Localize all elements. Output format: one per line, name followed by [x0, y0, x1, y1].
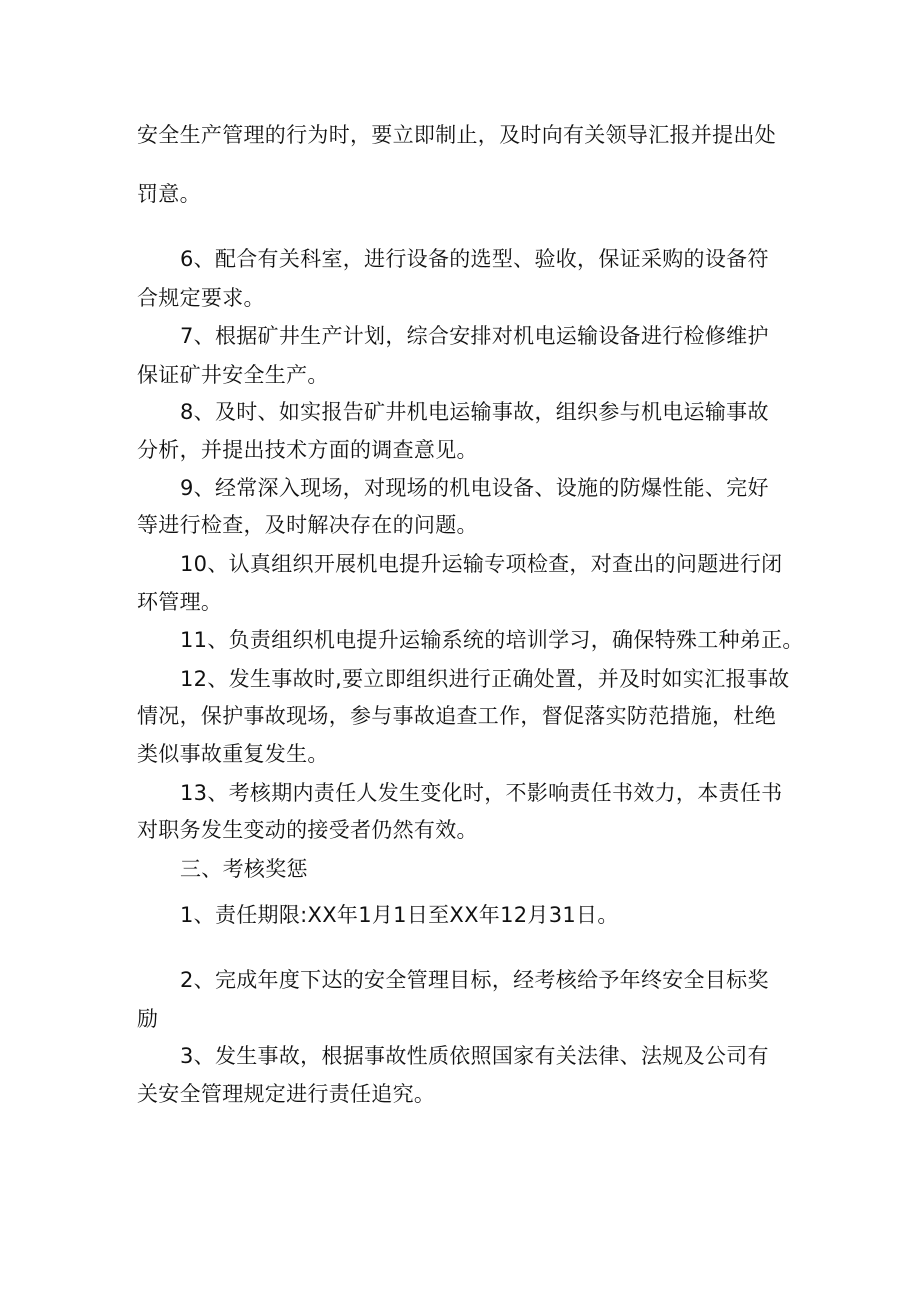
reward-item-3-line-1: 3、发生事故，根据事故性质依照国家有关法律、法规及公司有	[180, 1044, 769, 1068]
reward-item-2-line-1: 2、完成年度下达的安全管理目标，经考核给予年终安全目标奖	[180, 968, 769, 992]
list-item-12-line-1: 12、发生事故时,要立即组织进行正确处置，并及时如实汇报事故	[180, 667, 790, 691]
list-item-10-line-1: 10、认真组织开展机电提升运输专项检查，对查出的问题进行闭	[180, 552, 783, 576]
list-item-12-line-2: 情况，保护事故现场，参与事故追查工作，督促落实防范措施，杜绝	[137, 704, 776, 728]
list-item-9-line-2: 等进行检查，及时解决存在的问题。	[137, 513, 478, 537]
reward-item-3-line-2: 关安全管理规定进行责任追究。	[137, 1082, 436, 1106]
section-heading: 三、考核奖惩	[180, 857, 308, 881]
list-item-13-line-2: 对职务发生变动的接受者仍然有效。	[137, 818, 478, 842]
paragraph-line: 安全生产管理的行为时，要立即制止，及时向有关领导汇报并提出处	[137, 123, 776, 147]
list-item-6-line-1: 6、配合有关科室，进行设备的选型、验收，保证采购的设备符	[180, 247, 769, 271]
list-item-9-line-1: 9、经常深入现场，对现场的机电设备、设施的防爆性能、完好	[180, 476, 769, 500]
paragraph-line: 罚意。	[137, 182, 201, 206]
list-item-10-line-2: 环管理。	[137, 590, 223, 614]
list-item-8-line-1: 8、及时、如实报告矿井机电运输事故，组织参与机电运输事故	[180, 400, 769, 424]
reward-item-1: 1、责任期限:XX年1月1日至XX年12月31日。	[180, 903, 619, 927]
list-item-13-line-1: 13、考核期内责任人发生变化时，不影响责任书效力，本责任书	[180, 781, 783, 805]
reward-item-2-line-2: 励	[137, 1007, 159, 1031]
list-item-8-line-2: 分析，并提出技术方面的调查意见。	[137, 438, 478, 462]
list-item-11: 11、负责组织机电提升运输系统的培训学习，确保特殊工种弟正。	[180, 628, 804, 652]
list-item-7-line-1: 7、根据矿井生产计划，综合安排对机电运输设备进行检修维护	[180, 324, 769, 348]
list-item-7-line-2: 保证矿井安全生产。	[137, 363, 329, 387]
list-item-12-line-3: 类似事故重复发生。	[137, 742, 329, 766]
list-item-6-line-2: 合规定要求。	[137, 286, 265, 310]
